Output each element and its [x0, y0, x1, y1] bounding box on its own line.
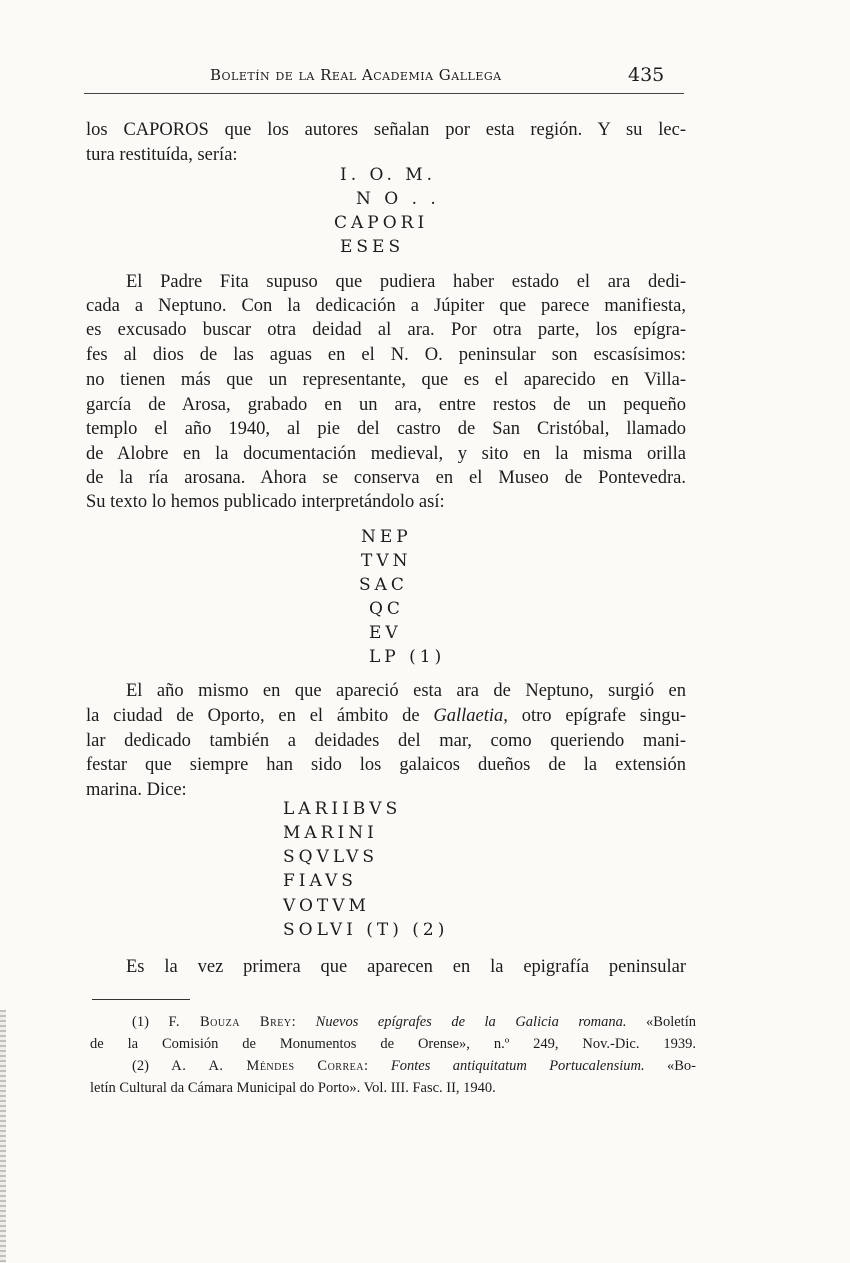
- inscription-line: SAC: [359, 575, 408, 595]
- text-line: Es la vez primera que aparecen en la epigrafía peninsular: [126, 957, 686, 977]
- footnote-2: (2) A. A. Méndes Correa: Fontes antiquitatum Portucalensium. «Bo-: [132, 1058, 697, 1074]
- text-line: garcía de Arosa, grabado en un ara, entre restos de un pequeño: [86, 395, 686, 415]
- inscription-line: EV: [369, 623, 402, 643]
- inscription-line: LARIIBVS: [283, 799, 402, 819]
- inscription-line: QC: [369, 599, 404, 619]
- inscription-line: SQVLVS: [283, 847, 379, 867]
- text-line: marina. Dice:: [86, 780, 187, 800]
- text-line: El año mismo en que apareció esta ara de Neptuno, surgió en: [126, 681, 686, 701]
- text-line: festar que siempre han sido los galaicos dueños de la extensión: [86, 755, 686, 775]
- page-number: 435: [628, 64, 665, 86]
- text-line: los CAPOROS que los autores señalan por esta región. Y su lec-: [86, 120, 686, 140]
- text-line: la ciudad de Oporto, en el ámbito de Gallaetia, otro epígrafe singu-: [86, 706, 686, 726]
- inscription-line: CAPORI: [334, 213, 429, 233]
- inscription-line: I. O. M.: [340, 165, 437, 185]
- text-line: fes al dios de las aguas en el N. O. peninsular son escasísimos:: [86, 345, 686, 365]
- scan-edge: [0, 1010, 6, 1263]
- inscription-line: N O . .: [356, 189, 440, 209]
- italic-term: Gallaetia,: [433, 706, 508, 726]
- text-line: El Padre Fita supuso que pudiera haber estado el ara dedi-: [126, 272, 686, 292]
- inscription-line: MARINI: [283, 823, 378, 843]
- running-head: Boletín de la Real Academia Gallega: [210, 66, 502, 84]
- footnote-1-line: de la Comisión de Monumentos de Orense», n.º 249, Nov.-Dic. 1939.: [90, 1036, 696, 1052]
- text-line: no tienen más que un representante, que es el aparecido en Villa-: [86, 370, 686, 390]
- text-line: de la ría arosana. Ahora se conserva en el Museo de Pontevedra.: [86, 468, 686, 488]
- text-line: Su texto lo hemos publicado interpretándolo así:: [86, 492, 445, 512]
- text-line: es excusado buscar otra deidad al ara. Por otra parte, los epígra-: [86, 320, 686, 340]
- text-line: de Alobre en la documentación medieval, y sito en la misma orilla: [86, 444, 686, 464]
- text-line: templo el año 1940, al pie del castro de San Cristóbal, llamado: [86, 419, 686, 439]
- inscription-line: NEP: [361, 527, 412, 547]
- text-line: cada a Neptuno. Con la dedicación a Júpiter que parece manifiesta,: [86, 296, 686, 316]
- inscription-line: SOLVI (T) (2): [283, 920, 449, 940]
- inscription-line: TVN: [361, 551, 412, 571]
- header-rule: [84, 93, 684, 94]
- footnote-1: (1) F. Bouza Brey: Nuevos epígrafes de la Galicia romana. «Boletín: [132, 1014, 696, 1030]
- footnote-2-line: letín Cultural da Cámara Municipal do Porto». Vol. III. Fasc. II, 1940.: [90, 1080, 496, 1096]
- text-line: tura restituída, sería:: [86, 145, 238, 165]
- inscription-line: VOTVM: [283, 896, 370, 916]
- inscription-line: ESES: [340, 237, 405, 257]
- inscription-line: FIAVS: [283, 871, 357, 891]
- inscription-line: LP (1): [369, 647, 446, 667]
- footnote-rule: [92, 999, 190, 1000]
- text-line: lar dedicado también a deidades del mar, como queriendo mani-: [86, 731, 686, 751]
